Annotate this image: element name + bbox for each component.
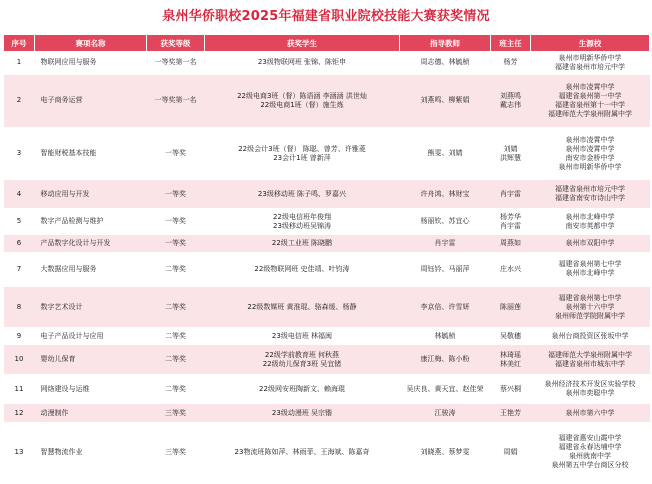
table-row	[4, 209, 650, 235]
cell-teachers: 刘晓燕、蔡梦雯	[400, 423, 491, 482]
table-row	[4, 375, 650, 404]
cell-award: 一等奖第一名	[147, 74, 205, 127]
cell-event: 产品数字化设计与开发	[35, 235, 147, 252]
cell-head-teacher: 刘婧 洪辉慧	[491, 127, 531, 180]
header-source-school: 生源校	[531, 35, 650, 52]
page-title: 泉州华侨职校2025年福建省职业院校技能大赛获奖情况	[162, 9, 490, 24]
cell-source-school: 泉州台商投资区张坂中学	[531, 328, 650, 345]
cell-teachers: 许舟鸿、林财宝	[400, 180, 491, 209]
cell-teachers: 刘燕鸣、柳紫娟	[400, 74, 491, 127]
cell-event: 数字艺术设计	[35, 286, 147, 327]
table-header-row	[4, 35, 650, 52]
cell-head-teacher: 杨芳	[491, 52, 531, 75]
cell-source-school: 福建省泉州第七中学 泉州市北峰中学	[531, 252, 650, 286]
cell-source-school: 福建省泉州市培元中学 福建省南安市诗山中学	[531, 180, 650, 209]
cell-head-teacher: 陈丽莲	[491, 286, 531, 327]
cell-head-teacher: 庄水兴	[491, 252, 531, 286]
cell-award: 二等奖	[147, 345, 205, 375]
header-no: 序号	[4, 35, 35, 52]
table-row	[4, 286, 650, 327]
cell-award: 二等奖	[147, 328, 205, 345]
cell-head-teacher: 杨芳华 肖宇雷	[491, 209, 531, 235]
cell-award: 二等奖	[147, 286, 205, 327]
awards-table	[3, 34, 650, 482]
cell-source-school: 泉州市明新华侨中学 福建省泉州市培元中学	[531, 52, 650, 75]
cell-award: 三等奖	[147, 403, 205, 422]
cell-source-school: 泉州市北峰中学 南安市英都中学	[531, 209, 650, 235]
table-row	[4, 74, 650, 127]
cell-no: 1	[4, 52, 35, 75]
cell-event: 移动应用与开发	[35, 180, 147, 209]
cell-award: 一等奖	[147, 127, 205, 180]
cell-source-school: 福建省泉州第七中学 泉州第十六中学 泉州师范学院附属中学	[531, 286, 650, 327]
cell-source-school: 福建省惠安山霞中学 福建省永春达埔中学 泉州就南中学 泉州第五中学台商区分校	[531, 423, 650, 482]
cell-head-teacher: 周娟	[491, 423, 531, 482]
header-event: 赛项名称	[35, 35, 147, 52]
table-row	[4, 52, 650, 75]
table-row	[4, 345, 650, 375]
cell-no: 2	[4, 74, 35, 127]
cell-source-school: 福建师范大学泉州附属中学 福建省泉州市城东中学	[531, 345, 650, 375]
cell-source-school: 泉州市第六中学	[531, 403, 650, 422]
cell-head-teacher: 周燕如	[491, 235, 531, 252]
cell-students: 23级电信班 林福闽	[205, 328, 400, 345]
table-row	[4, 127, 650, 180]
header-award: 获奖等级	[147, 35, 205, 52]
cell-teachers: 肖宇雷	[400, 235, 491, 252]
cell-award: 一等奖第一名	[147, 52, 205, 75]
cell-event: 大数据应用与服务	[35, 252, 147, 286]
cell-students: 22级学前教育班 何秋燕 22级幼儿保育3班 吴宜锗	[205, 345, 400, 375]
cell-event: 电子产品设计与应用	[35, 328, 147, 345]
cell-students: 23级动漫班 吴宗锴	[205, 403, 400, 422]
cell-source-school: 泉州市双阳中学	[531, 235, 650, 252]
cell-event: 动漫制作	[35, 403, 147, 422]
table-row	[4, 235, 650, 252]
cell-no: 8	[4, 286, 35, 327]
cell-no: 12	[4, 403, 35, 422]
cell-students: 22级网安班陶新文、赖海琨	[205, 375, 400, 404]
cell-no: 7	[4, 252, 35, 286]
header-head-teacher: 班主任	[491, 35, 531, 52]
cell-students: 23级移动班 陈子鸣、罗嘉兴	[205, 180, 400, 209]
header-students: 获奖学生	[205, 35, 400, 52]
cell-students: 22级电商3班（督）陈语涵 李涵涵 洪世灿 22级电商1班（督）施生炼	[205, 74, 400, 127]
cell-head-teacher: 吴敬穗	[491, 328, 531, 345]
cell-students: 23级物联网班 张锦、陈钜申	[205, 52, 400, 75]
cell-teachers: 周志德、林毓桢	[400, 52, 491, 75]
cell-event: 智慧物流作业	[35, 423, 147, 482]
cell-event: 数字产品检测与维护	[35, 209, 147, 235]
cell-source-school: 泉州市凌霄中学 福建省泉州第一中学 福建省泉州第十一中学 福建师范大学泉州附属中学	[531, 74, 650, 127]
cell-teachers: 吴庆良、黄天宜、赵佳荣	[400, 375, 491, 404]
cell-head-teacher: 王艳芳	[491, 403, 531, 422]
cell-teachers: 江骏涛	[400, 403, 491, 422]
cell-award: 一等奖	[147, 180, 205, 209]
cell-students: 22级会计3班（督） 陈聪、曾芳、许雅菱 23会计1班 曾新萍	[205, 127, 400, 180]
cell-award: 三等奖	[147, 423, 205, 482]
cell-event: 物联网应用与服务	[35, 52, 147, 75]
table-row	[4, 180, 650, 209]
table-row	[4, 423, 650, 482]
table-row	[4, 328, 650, 345]
cell-head-teacher: 蔡兴桐	[491, 375, 531, 404]
cell-award: 二等奖	[147, 252, 205, 286]
cell-no: 3	[4, 127, 35, 180]
cell-no: 5	[4, 209, 35, 235]
cell-no: 13	[4, 423, 35, 482]
cell-students: 22级电信班年俊翔 23级移动班吴锦涛	[205, 209, 400, 235]
cell-event: 网络建设与运维	[35, 375, 147, 404]
cell-no: 4	[4, 180, 35, 209]
cell-award: 一等奖	[147, 235, 205, 252]
cell-teachers: 李京倍、许雪妍	[400, 286, 491, 327]
cell-source-school: 泉州经济技术开发区实验学校 泉州市奕聪中学	[531, 375, 650, 404]
cell-source-school: 泉州市凌霄中学 泉州市凌霄中学 南安市金桥中学 泉州市明新华侨中学	[531, 127, 650, 180]
cell-head-teacher: 林琦瑶 林美红	[491, 345, 531, 375]
cell-award: 一等奖	[147, 209, 205, 235]
cell-teachers: 熊雯、刘婧	[400, 127, 491, 180]
cell-no: 6	[4, 235, 35, 252]
cell-students: 22级物联网班 史佳靖、叶钧涛	[205, 252, 400, 286]
cell-head-teacher: 刘燕鸣 戴志伟	[491, 74, 531, 127]
cell-no: 11	[4, 375, 35, 404]
cell-head-teacher: 肖宇雷	[491, 180, 531, 209]
cell-event: 电子商务运营	[35, 74, 147, 127]
header-teachers: 指导教师	[400, 35, 491, 52]
cell-event: 婴幼儿保育	[35, 345, 147, 375]
cell-award: 二等奖	[147, 375, 205, 404]
cell-students: 23物流班陈如萍、林雨菲、王海斌、陈嘉奇	[205, 423, 400, 482]
cell-no: 9	[4, 328, 35, 345]
cell-no: 10	[4, 345, 35, 375]
table-row	[4, 403, 650, 422]
cell-teachers: 杨丽钦、苏宜心	[400, 209, 491, 235]
table-row	[4, 252, 650, 286]
cell-students: 22级数媒班 黄淮琨、骆森缓、杨静	[205, 286, 400, 327]
cell-teachers: 林毓桢	[400, 328, 491, 345]
cell-teachers: 周钰钤、马丽萍	[400, 252, 491, 286]
cell-teachers: 康江梅、陈小粉	[400, 345, 491, 375]
cell-students: 22级工业班 陈晓鹏	[205, 235, 400, 252]
cell-event: 智能财税基本技能	[35, 127, 147, 180]
